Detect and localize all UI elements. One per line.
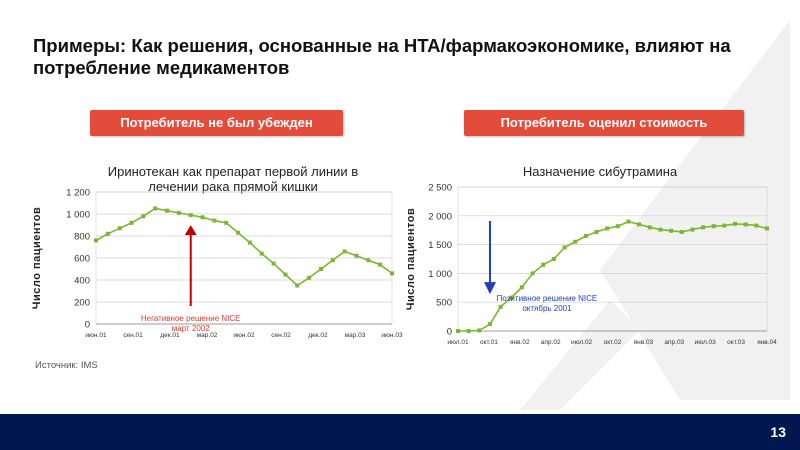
chart2-data-point — [467, 329, 471, 333]
chart2-y-tick-label: 2 000 — [428, 211, 452, 223]
chart1-series-line — [96, 209, 392, 286]
chart1-x-tick-label: дек.01 — [160, 332, 180, 339]
footer-bar — [0, 414, 800, 450]
chart1-data-point — [177, 211, 181, 215]
chart1-y-tick-label: 1 000 — [66, 209, 90, 221]
chart2-data-point — [563, 245, 567, 249]
chart1-x-tick-label: сен.01 — [123, 332, 143, 339]
chart1-data-point — [165, 209, 169, 213]
chart1-data-point — [366, 258, 370, 262]
chart2-data-point — [573, 240, 577, 244]
chart2-data-point — [722, 224, 726, 228]
chart2-data-point — [584, 234, 588, 238]
chart2-annotation-text: октябрь 2001 — [522, 304, 572, 314]
chart1-title-line: лечении рака прямой кишки — [148, 179, 318, 194]
chart2-x-tick-label: янв.04 — [757, 339, 777, 346]
chart2-data-point — [744, 222, 748, 226]
chart2-data-point — [637, 222, 641, 226]
chart1-y-tick-label: 400 — [74, 275, 90, 287]
chart2-data-point — [765, 226, 769, 230]
chart1-data-point — [260, 252, 264, 256]
chart1-x-tick-label: июн.03 — [381, 332, 403, 339]
chart2-data-point — [477, 328, 481, 332]
chart2-y-axis-label: Число пациентов — [405, 207, 417, 311]
chart2-data-point — [648, 225, 652, 229]
chart1-data-point — [378, 263, 382, 267]
chart-irinotecan — [18, 150, 403, 350]
chart1-data-point — [201, 215, 205, 219]
chart1-x-tick-label: дек.02 — [308, 332, 328, 339]
chart1-data-point — [319, 267, 323, 271]
chart2-data-point — [690, 228, 694, 232]
chart2-data-point — [680, 230, 684, 234]
page-number: 13 — [770, 424, 786, 440]
chart1-data-point — [283, 273, 287, 277]
chart2-y-tick-label: 500 — [436, 297, 452, 309]
chart1-annotation-text: Негативное решение NICE — [140, 314, 241, 323]
chart2-data-point — [658, 228, 662, 232]
chart1-x-tick-label: июн.01 — [85, 332, 107, 339]
chart1-data-point — [94, 238, 98, 242]
chart1-x-tick-label: июн.02 — [233, 332, 255, 339]
chart2-data-point — [595, 230, 599, 234]
chart1-title-line: Иринотекан как препарат первой линии в — [107, 164, 359, 179]
chart1-data-point — [272, 262, 276, 266]
chart1-data-point — [343, 249, 347, 253]
chart1-y-tick-label: 200 — [74, 297, 90, 309]
chart2-x-tick-label: июл.03 — [694, 339, 716, 346]
chart2-x-tick-label: янв.02 — [509, 339, 530, 346]
chart2-y-tick-label: 0 — [446, 326, 452, 338]
chart1-x-tick-label: мар.03 — [344, 332, 366, 339]
chart1-data-point — [224, 221, 228, 225]
chart2-x-tick-label: июл.01 — [447, 339, 469, 346]
chart2-plot-frame — [458, 187, 767, 331]
chart1-y-tick-label: 0 — [84, 319, 90, 331]
chart2-title-line: Назначение сибутрамина — [522, 164, 678, 179]
chart2-data-point — [626, 220, 630, 224]
chart1-data-point — [118, 226, 122, 230]
chart2-data-point — [669, 229, 673, 233]
chart1-data-point — [236, 231, 240, 235]
chart2-data-point — [754, 224, 758, 228]
chart-sibutramine — [400, 150, 780, 350]
chart2-data-point — [531, 271, 535, 275]
chart2-data-point — [499, 305, 503, 309]
chart1-data-point — [212, 219, 216, 223]
chart2-x-tick-label: окт.02 — [603, 339, 622, 346]
chart1-x-tick-label: сен.02 — [271, 332, 291, 339]
chart1-y-tick-label: 1 200 — [66, 187, 90, 199]
chart1-x-tick-label: мар.02 — [196, 332, 218, 339]
chart1-data-point — [295, 284, 299, 288]
chart1-y-tick-label: 600 — [74, 253, 90, 265]
chart2-data-point — [552, 257, 556, 261]
chart2-y-tick-label: 1 000 — [428, 268, 452, 280]
label-not-convinced: Потребитель не был убежден — [90, 110, 343, 136]
chart1-annotation-text: март 2002 — [171, 324, 210, 333]
chart1-data-point — [130, 221, 134, 225]
chart2-data-point — [605, 226, 609, 230]
chart2-data-point — [701, 225, 705, 229]
chart1-data-point — [307, 276, 311, 280]
chart2-data-point — [733, 222, 737, 226]
chart1-data-point — [354, 254, 358, 258]
chart2-y-tick-label: 1 500 — [428, 240, 452, 252]
chart2-x-tick-label: апр.02 — [540, 339, 561, 346]
chart1-annotation-arrowhead — [185, 225, 197, 235]
chart2-x-tick-label: июл.02 — [570, 339, 593, 346]
chart2-data-point — [616, 224, 620, 228]
chart2-data-point — [488, 322, 492, 326]
chart1-y-tick-label: 800 — [74, 231, 90, 243]
chart2-x-tick-label: окт.01 — [479, 339, 498, 346]
chart1-data-point — [106, 232, 110, 236]
chart2-data-point — [712, 224, 716, 228]
chart1-data-point — [189, 213, 193, 217]
page-title: Примеры: Как решения, основанные на HTA/фармакоэкономике, влияют на потребление медикаментов — [33, 35, 731, 78]
chart2-data-point — [541, 263, 545, 267]
chart2-series-line — [458, 222, 767, 331]
label-valued-cost: Потребитель оценил стоимость — [464, 110, 744, 136]
chart1-data-point — [331, 258, 335, 262]
chart2-annotation-arrowhead — [484, 282, 496, 294]
chart2-y-tick-label: 2 500 — [428, 182, 452, 194]
source-note: Источник: IMS — [35, 360, 98, 371]
chart1-data-point — [248, 241, 252, 245]
chart1-data-point — [141, 214, 145, 218]
chart2-x-tick-label: апр.03 — [664, 339, 685, 346]
chart2-x-tick-label: окт.03 — [727, 339, 746, 346]
chart2-data-point — [456, 329, 460, 333]
chart1-data-point — [153, 207, 157, 211]
chart1-y-axis-label: Число пациентов — [31, 206, 43, 310]
chart2-x-tick-label: янв.03 — [633, 339, 654, 346]
chart2-annotation-text: Позитивное решение NICE — [496, 294, 598, 304]
chart2-data-point — [520, 285, 524, 289]
chart1-data-point — [390, 271, 394, 275]
